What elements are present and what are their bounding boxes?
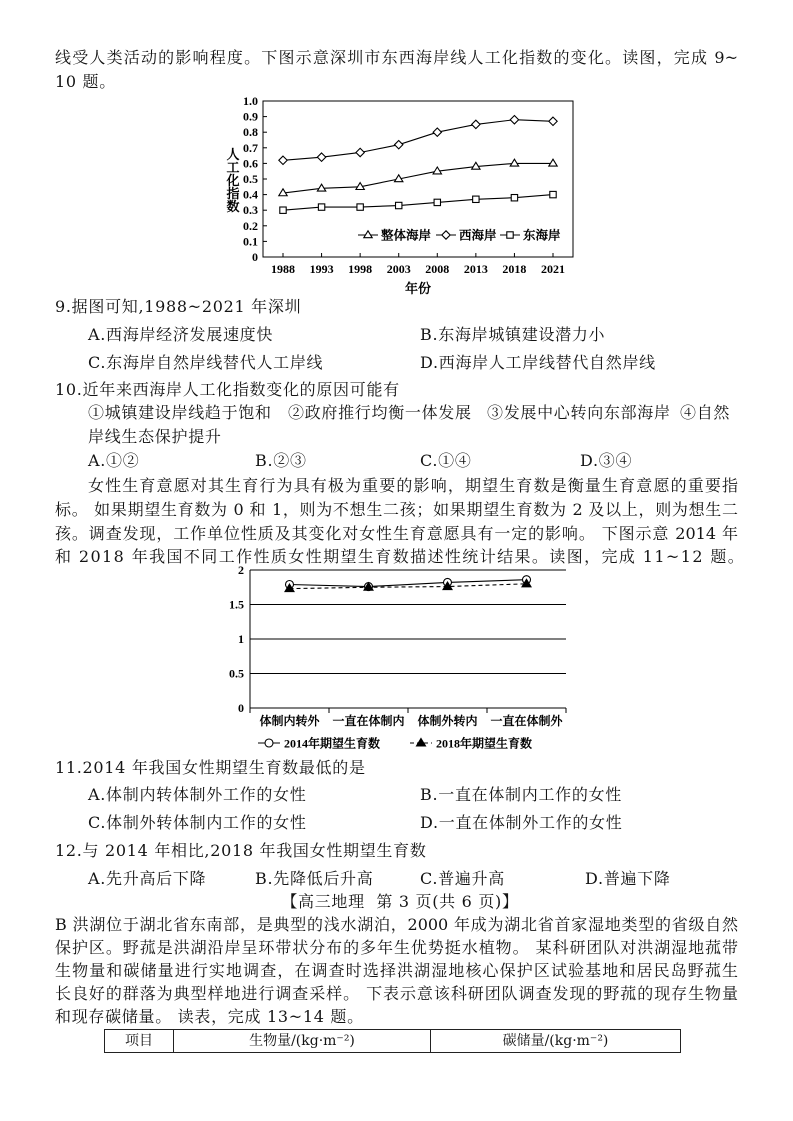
passage-honghu-line: 长良好的群落为典型样地进行调查采样。 下表示意该科研团队调查发现的野菰的现存生物量 bbox=[55, 984, 738, 1003]
q10-option-d: D.③④ bbox=[580, 451, 633, 470]
x-tick-label: 一直在体制外 bbox=[490, 714, 563, 728]
q12-stem: 12.与 2014 年相比,2018 年我国女性期望生育数 bbox=[55, 841, 427, 860]
q9-option-b: B.东海岸城镇建设潜力小 bbox=[420, 325, 606, 344]
intro-line: 线受人类活动的影响程度。下图示意深圳市东西海岸线人工化指数的变化。读图，完成 9~ bbox=[55, 48, 738, 67]
x-tick-label: 2003 bbox=[386, 262, 411, 276]
y-tick-label: 0.5 bbox=[243, 172, 258, 186]
passage-fertility-line: 孩。调查发现，工作单位性质及其变化对女性生育意愿具有一定的影响。 下图示意 2014 年 bbox=[55, 524, 738, 543]
q9-option-c: C.东海岸自然岸线替代人工岸线 bbox=[88, 353, 324, 372]
table-header-carbon-storage: 碳储量/(kg·m⁻²) bbox=[502, 1033, 609, 1049]
legend-0-marker bbox=[364, 231, 372, 238]
series-0-point-6 bbox=[510, 159, 518, 166]
series-1-point-3 bbox=[395, 140, 403, 148]
page-footer: 【高三地理 第 3 页(共 6 页)】 bbox=[281, 892, 519, 911]
x-tick-label: 体制外转内 bbox=[417, 714, 478, 728]
q9-option-d: D.西海岸人工岸线替代自然岸线 bbox=[420, 353, 656, 372]
q10-statement-3: ③发展中心转向东部海岸 bbox=[487, 403, 671, 422]
q10-statement-2: ②政府推行均衡一体发展 bbox=[288, 403, 472, 422]
legend-2-marker bbox=[507, 232, 513, 238]
legend-1-marker bbox=[442, 231, 450, 239]
series-1-point-2 bbox=[356, 148, 364, 156]
series-2-point-0 bbox=[280, 207, 286, 213]
q11-option-a: A.体制内转体制外工作的女性 bbox=[88, 785, 307, 804]
q11-option-d: D.一直在体制外工作的女性 bbox=[420, 813, 623, 832]
series-2-point-6 bbox=[511, 195, 517, 201]
series-1-point-0 bbox=[279, 156, 287, 164]
legend-0-label: 整体海岸 bbox=[381, 228, 432, 243]
legend-1-marker bbox=[417, 739, 426, 747]
legend-0-marker bbox=[265, 739, 273, 747]
series-1-point-4 bbox=[433, 128, 441, 136]
q12-option-b: B.先降低后升高 bbox=[255, 869, 374, 888]
chart-shoreline-artificialization-index bbox=[220, 93, 580, 298]
y-tick-label: 1.5 bbox=[229, 597, 244, 612]
y-tick-label: 0 bbox=[238, 701, 244, 715]
q10-stem: 10.近年来西海岸人工化指数变化的原因可能有 bbox=[55, 380, 400, 399]
q11-stem: 11.2014 年我国女性期望生育数最低的是 bbox=[55, 758, 366, 777]
series-2-point-1 bbox=[318, 204, 324, 210]
x-tick-label: 1988 bbox=[271, 262, 295, 276]
x-tick-label: 一直在体制内 bbox=[332, 714, 405, 728]
series-1-point-7 bbox=[549, 117, 557, 125]
y-tick-label: 0 bbox=[252, 250, 258, 264]
q10-option-b: B.②③ bbox=[255, 451, 307, 470]
series-2-point-3 bbox=[396, 202, 402, 208]
series-1-point-1 bbox=[317, 153, 325, 161]
x-tick-label: 1993 bbox=[309, 262, 334, 276]
q10-statement-4-continued: 岸线生态保护提升 bbox=[88, 427, 222, 446]
intro-line: 10 题。 bbox=[55, 72, 116, 91]
table-header-biomass: 生物量/(kg·m⁻²) bbox=[174, 1030, 431, 1052]
table-header-item: 项目 bbox=[105, 1030, 174, 1052]
q10-statement-4: ④自然 bbox=[680, 403, 731, 422]
passage-fertility-line: 标。 如果期望生育数为 0 和 1，则为不想生二孩；如果期望生育数为 2 及以上，则为想生二 bbox=[55, 500, 738, 519]
legend-1-label: 2018年期望生育数 bbox=[436, 736, 533, 751]
series-2-point-7 bbox=[550, 191, 556, 197]
q9-option-a: A.西海岸经济发展速度快 bbox=[88, 325, 274, 344]
x-tick-label: 2008 bbox=[425, 262, 450, 276]
y-tick-label: 1 bbox=[238, 632, 244, 646]
y-tick-label: 0.1 bbox=[243, 234, 258, 249]
data-table-header bbox=[104, 1029, 681, 1053]
legend-1-label: 西海岸 bbox=[459, 228, 497, 243]
y-tick-label: 1.0 bbox=[243, 94, 258, 108]
passage-fertility-line: 女性生育意愿对其生育行为具有极为重要的影响，期望生育数是衡量生育意愿的重要指 bbox=[88, 476, 738, 495]
series-2-point-4 bbox=[434, 199, 440, 205]
x-tick-label: 1998 bbox=[348, 262, 373, 276]
y-tick-label: 0.6 bbox=[243, 156, 258, 171]
y-tick-label: 2 bbox=[238, 563, 244, 577]
x-tick-label: 2018 bbox=[502, 262, 527, 276]
q10-option-c: C.①④ bbox=[420, 451, 472, 470]
q11-option-b: B.一直在体制内工作的女性 bbox=[420, 785, 622, 804]
series-2-point-5 bbox=[473, 196, 479, 202]
y-tick-label: 0.7 bbox=[243, 140, 258, 155]
y-tick-label: 0.4 bbox=[243, 187, 258, 202]
x-tick-label: 2021 bbox=[541, 262, 565, 276]
legend-2-label: 东海岸 bbox=[523, 228, 561, 243]
q10-statement-1: ①城镇建设岸线趋于饱和 bbox=[88, 403, 272, 422]
y-axis-label: 人工化指数 bbox=[224, 147, 240, 213]
chart-expected-births-by-work-type bbox=[225, 562, 575, 757]
y-tick-label: 0.9 bbox=[243, 109, 258, 124]
passage-honghu-line: B 洪湖位于湖北省东南部，是典型的浅水湖泊，2000 年成为湖北省首家湿地类型的省级自然 bbox=[55, 915, 738, 934]
q10-option-a: A.①② bbox=[88, 451, 140, 470]
y-tick-label: 0.5 bbox=[229, 666, 244, 681]
x-axis-label: 年份 bbox=[404, 281, 432, 296]
q12-option-c: C.普遍升高 bbox=[420, 869, 505, 888]
passage-honghu-line: 保护区。野菰是洪湖沿岸呈环带状分布的多年生优势挺水植物。 某科研团队对洪湖湿地菰带 bbox=[55, 938, 738, 957]
legend-0-label: 2014年期望生育数 bbox=[284, 736, 381, 751]
series-0-point-1 bbox=[317, 184, 325, 191]
passage-honghu-line: 和现存碳储量。 读表，完成 13~14 题。 bbox=[55, 1007, 364, 1026]
y-tick-label: 0.8 bbox=[243, 125, 258, 140]
series-1-point-5 bbox=[472, 120, 480, 128]
passage-fertility-line: 和 2018 年我国不同工作性质女性期望生育数描述性统计结果。读图，完成 11~12 题。 bbox=[55, 547, 746, 566]
q12-option-a: A.先升高后下降 bbox=[88, 869, 207, 888]
q11-option-c: C.体制外转体制内工作的女性 bbox=[88, 813, 307, 832]
q9-stem: 9.据图可知,1988~2021 年深圳 bbox=[55, 297, 302, 316]
y-tick-label: 0.3 bbox=[243, 203, 258, 218]
x-tick-label: 2013 bbox=[463, 262, 488, 276]
q12-option-d: D.普遍下降 bbox=[585, 869, 671, 888]
x-tick-label: 体制内转外 bbox=[259, 714, 320, 728]
series-0-point-7 bbox=[549, 159, 557, 166]
series-2-point-2 bbox=[357, 204, 363, 210]
series-0-line bbox=[290, 580, 527, 587]
passage-honghu-line: 生物量和碳储量进行实地调查，在调查时选择洪湖湿地核心保护区试验基地和居民岛野菰生 bbox=[55, 961, 738, 980]
y-tick-label: 0.2 bbox=[243, 218, 258, 233]
series-1-point-6 bbox=[510, 116, 518, 124]
